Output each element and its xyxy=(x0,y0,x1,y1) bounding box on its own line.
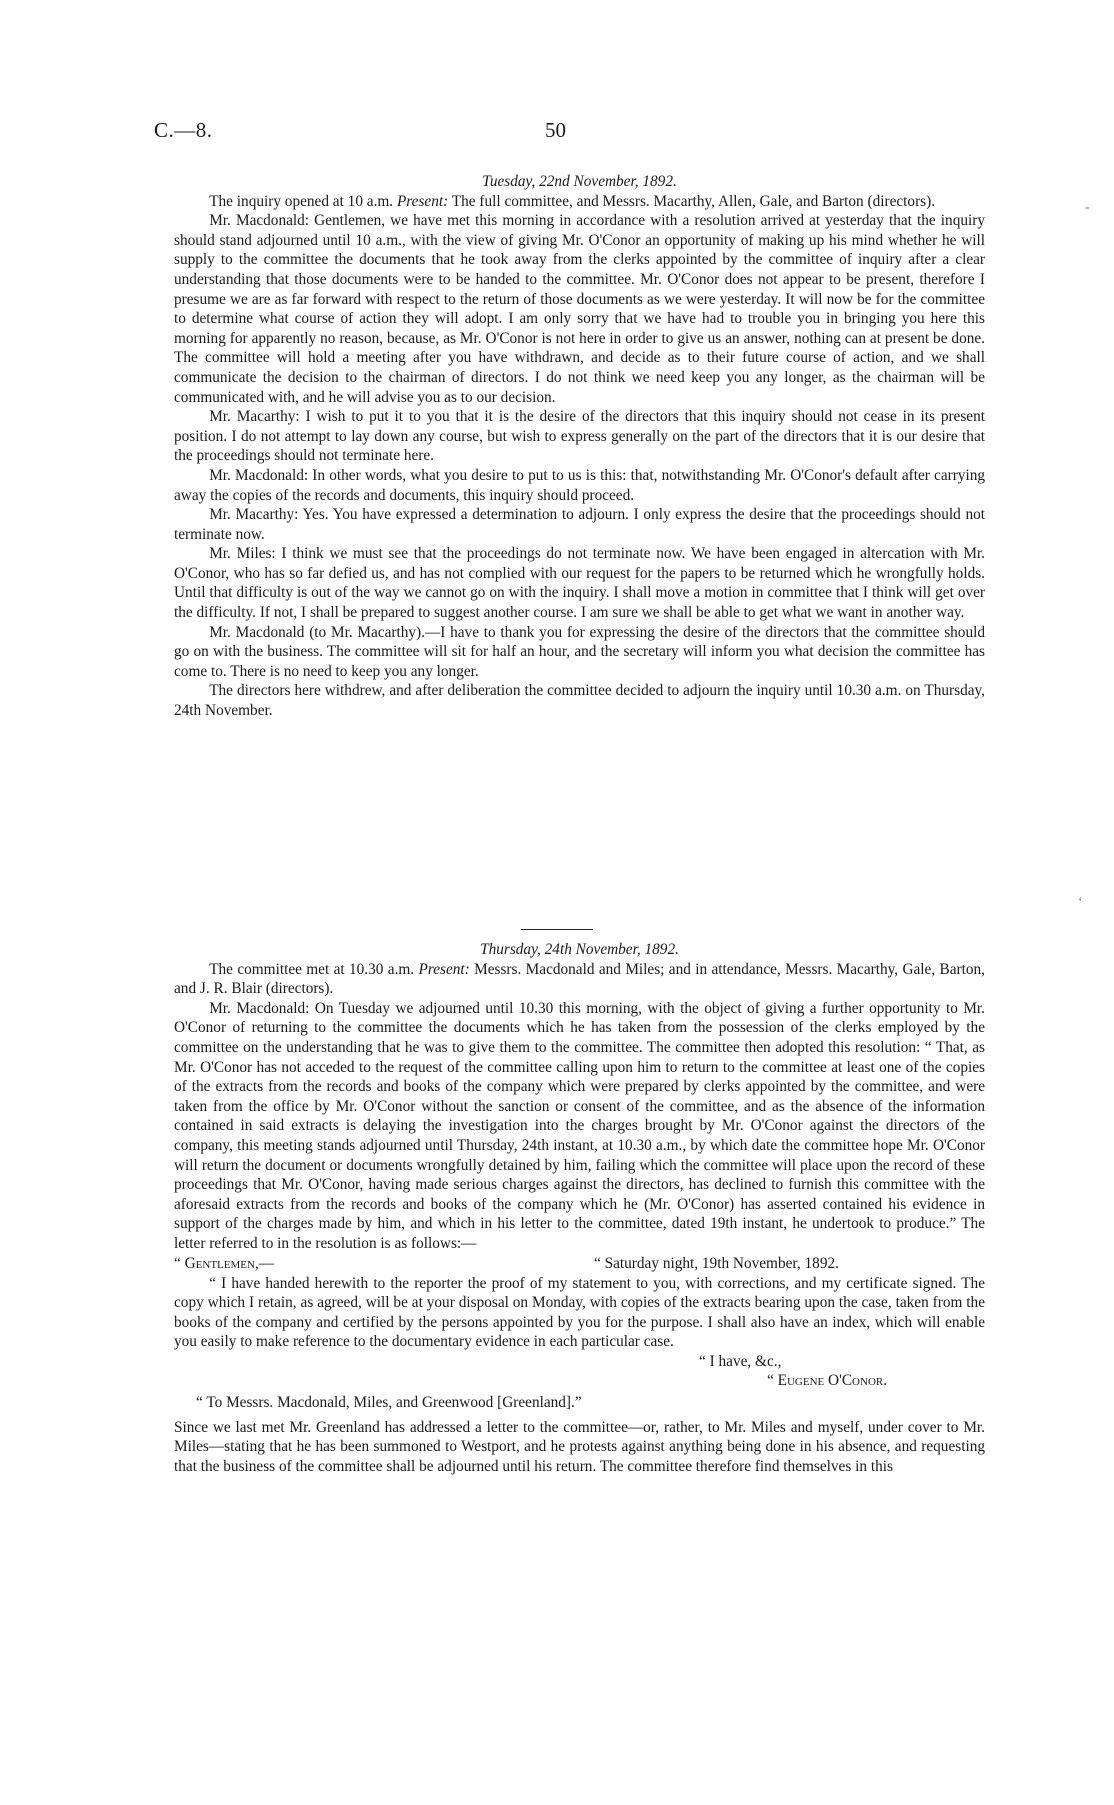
paragraph: The directors here withdrew, and after deliberation the committee decided to adjourn the inquiry until 10.30 a.m. on Thursday, 24th November. xyxy=(174,682,985,720)
section-tuesday xyxy=(174,172,985,721)
margin-mark: ‘ xyxy=(1078,895,1083,910)
section-date: Thursday, 24th November, 1892. xyxy=(480,941,679,958)
letter-salutation: “ Gentlemen,— xyxy=(174,1254,275,1272)
section-divider xyxy=(521,929,593,930)
paragraph: Mr. Miles: I think we must see that the proceedings do not terminate now. We have been engaged in altercation with Mr. O'Conor, who has so far defied us, and has not complied with our request for the papers to be returned which he wrongfully holds. Until that difficulty is out of the way we cannot go on with the inquiry. I shall move a motion in committee that I think will get over the difficulty. If not, I shall be prepared to suggest another course. I am sure we shall be able to get what we want in another way. xyxy=(174,545,985,622)
paragraph: Mr. Macarthy: Yes. You have expressed a determination to adjourn. I only express the desire that the proceedings should not terminate now. xyxy=(174,506,985,543)
paragraph: Mr. Macdonald: In other words, what you desire to put to us is this: that, notwithstanding Mr. O'Conor's default after carrying away the copies of the records and documents, this inquiry should proceed. xyxy=(174,466,985,504)
letter-close: “ I have, &c., xyxy=(699,1352,782,1370)
paragraph: Mr. Macdonald: Gentlemen, we have met this morning in accordance with a resolution arrived at yesterday that the inquiry should stand adjourned until 10 a.m., with the view of giving Mr. O'Conor an opportunity of making up his mind whether he will supply to the committee the documents that he took away from the clerks appointed by the committee of inquiry after a clear understanding that those documents were to be handed to the committee. Mr. O'Conor does not appear to be present, therefore I presume we are as far forward with respect to the return of those documents as we were yesterday. It will now be for the committee to determine what course of action they will adopt. I am only sorry that we have had to trouble you in bringing you here this morning for apparently no reason, because, as Mr. O'Conor is not here in order to give us an answer, nothing can at present be done. The committee will hold a meeting after you have withdrawn, and decide as to their future course of action, and we shall communicate the decision to the chairman of directors. I do not think we need keep you any longer, as the chairman will be communicated with, and he will advise you as to our decision. xyxy=(174,212,985,406)
present-label: Present: xyxy=(418,960,470,978)
paragraph-text: The inquiry opened at 10 a.m. xyxy=(209,192,397,210)
letter-date: “ Saturday night, 19th November, 1892. xyxy=(594,1254,839,1272)
section-date: Tuesday, 22nd November, 1892. xyxy=(482,173,677,190)
page-number: 50 xyxy=(545,118,566,142)
paragraph-text: Messrs. Macdonald and Miles; and in attendance, Messrs. Macarthy, Gale, Barton, and J. R. Blair (directors). xyxy=(174,960,985,998)
present-label: Present: xyxy=(396,192,449,210)
paragraph: Mr. Macarthy: I wish to put it to you that it is the desire of the directors that this inquiry should not cease in its present position. I do not attempt to lay down any course, but wish to express generally on the part of the directors that it is our desire that the proceedings should not terminate here. xyxy=(174,408,985,465)
paragraph-text: The full committee, and Messrs. Macarthy, Allen, Gale, and Barton (directors). xyxy=(448,192,936,210)
paragraph-text: The committee met at 10.30 a.m. xyxy=(209,960,419,978)
section-thursday xyxy=(174,940,985,1476)
paragraph xyxy=(174,192,985,212)
letter-body: “ I have handed herewith to the reporter the proof of my statement to you, with corrections, and my certificate signed. The copy which I retain, as agreed, will be at your disposal on Monday, with copies of the extracts bearing upon the case, taken from the books of the company and certified by the persons appointed by you for the purpose. I shall also have an index, which will enable you easily to make reference to the documentary evidence in each particular case. xyxy=(174,1274,985,1351)
paragraph: Since we last met Mr. Greenland has addressed a letter to the committee—or, rather, to Mr. Miles and myself, under cover to Mr. Miles—stating that he has been summoned to Westport, and he protests against anything being done in his absence, and requesting that the business of the committee shall be adjourned until his return. The committee therefore find themselves in this xyxy=(174,1418,985,1475)
margin-mark: - xyxy=(1085,200,1090,215)
paragraph: Mr. Macdonald: On Tuesday we adjourned until 10.30 this morning, with the object of giving a further opportunity to Mr. O'Conor of returning to the committee the documents which he has taken from the possession of the clerks employed by the committee on the understanding that he was to give them to the committee. The committee then adopted this resolution: “ That, as Mr. O'Conor has not acceded to the request of the committee calling upon him to return to the committee at least one of the copies of the extracts from the records and books of the company which were prepared by clerks appointed by the committee, and were taken from the office by Mr. O'Conor without the sanction or consent of the committee, and as the absence of the information contained in said extracts is delaying the investigation into the charges brought by Mr. O'Conor against the directors of the company, this meeting stands adjourned until Thursday, 24th instant, at 10.30 a.m., by which date the committee hope Mr. O'Conor will return the document or documents wrongfully detained by him, failing which the committee will place upon the record of these proceedings that Mr. O'Conor, having made serious charges against the directors, has declined to furnish this committee with the aforesaid extracts from the records and books of the company which he (Mr. O'Conor) has asserted contained his evidence in support of the charges made by him, and which in his letter to the committee, dated 19th instant, he undertook to produce.” The letter referred to in the resolution is as follows:— xyxy=(174,999,985,1252)
paragraph: Mr. Macdonald (to Mr. Macarthy).—I have to thank you for expressing the desire of the directors that the committee should go on with the business. The committee will sit for half an hour, and the secretary will inform you what decision the committee has come to. There is no need to keep you any longer. xyxy=(174,623,985,680)
paragraph xyxy=(174,960,985,999)
document-reference: C.—8. xyxy=(154,118,213,142)
letter-header xyxy=(174,1254,985,1274)
letter-addressee: “ To Messrs. Macdonald, Miles, and Greenwood [Greenland].” xyxy=(196,1394,582,1412)
letter-signature: “ Eugene O'Conor. xyxy=(767,1372,888,1390)
